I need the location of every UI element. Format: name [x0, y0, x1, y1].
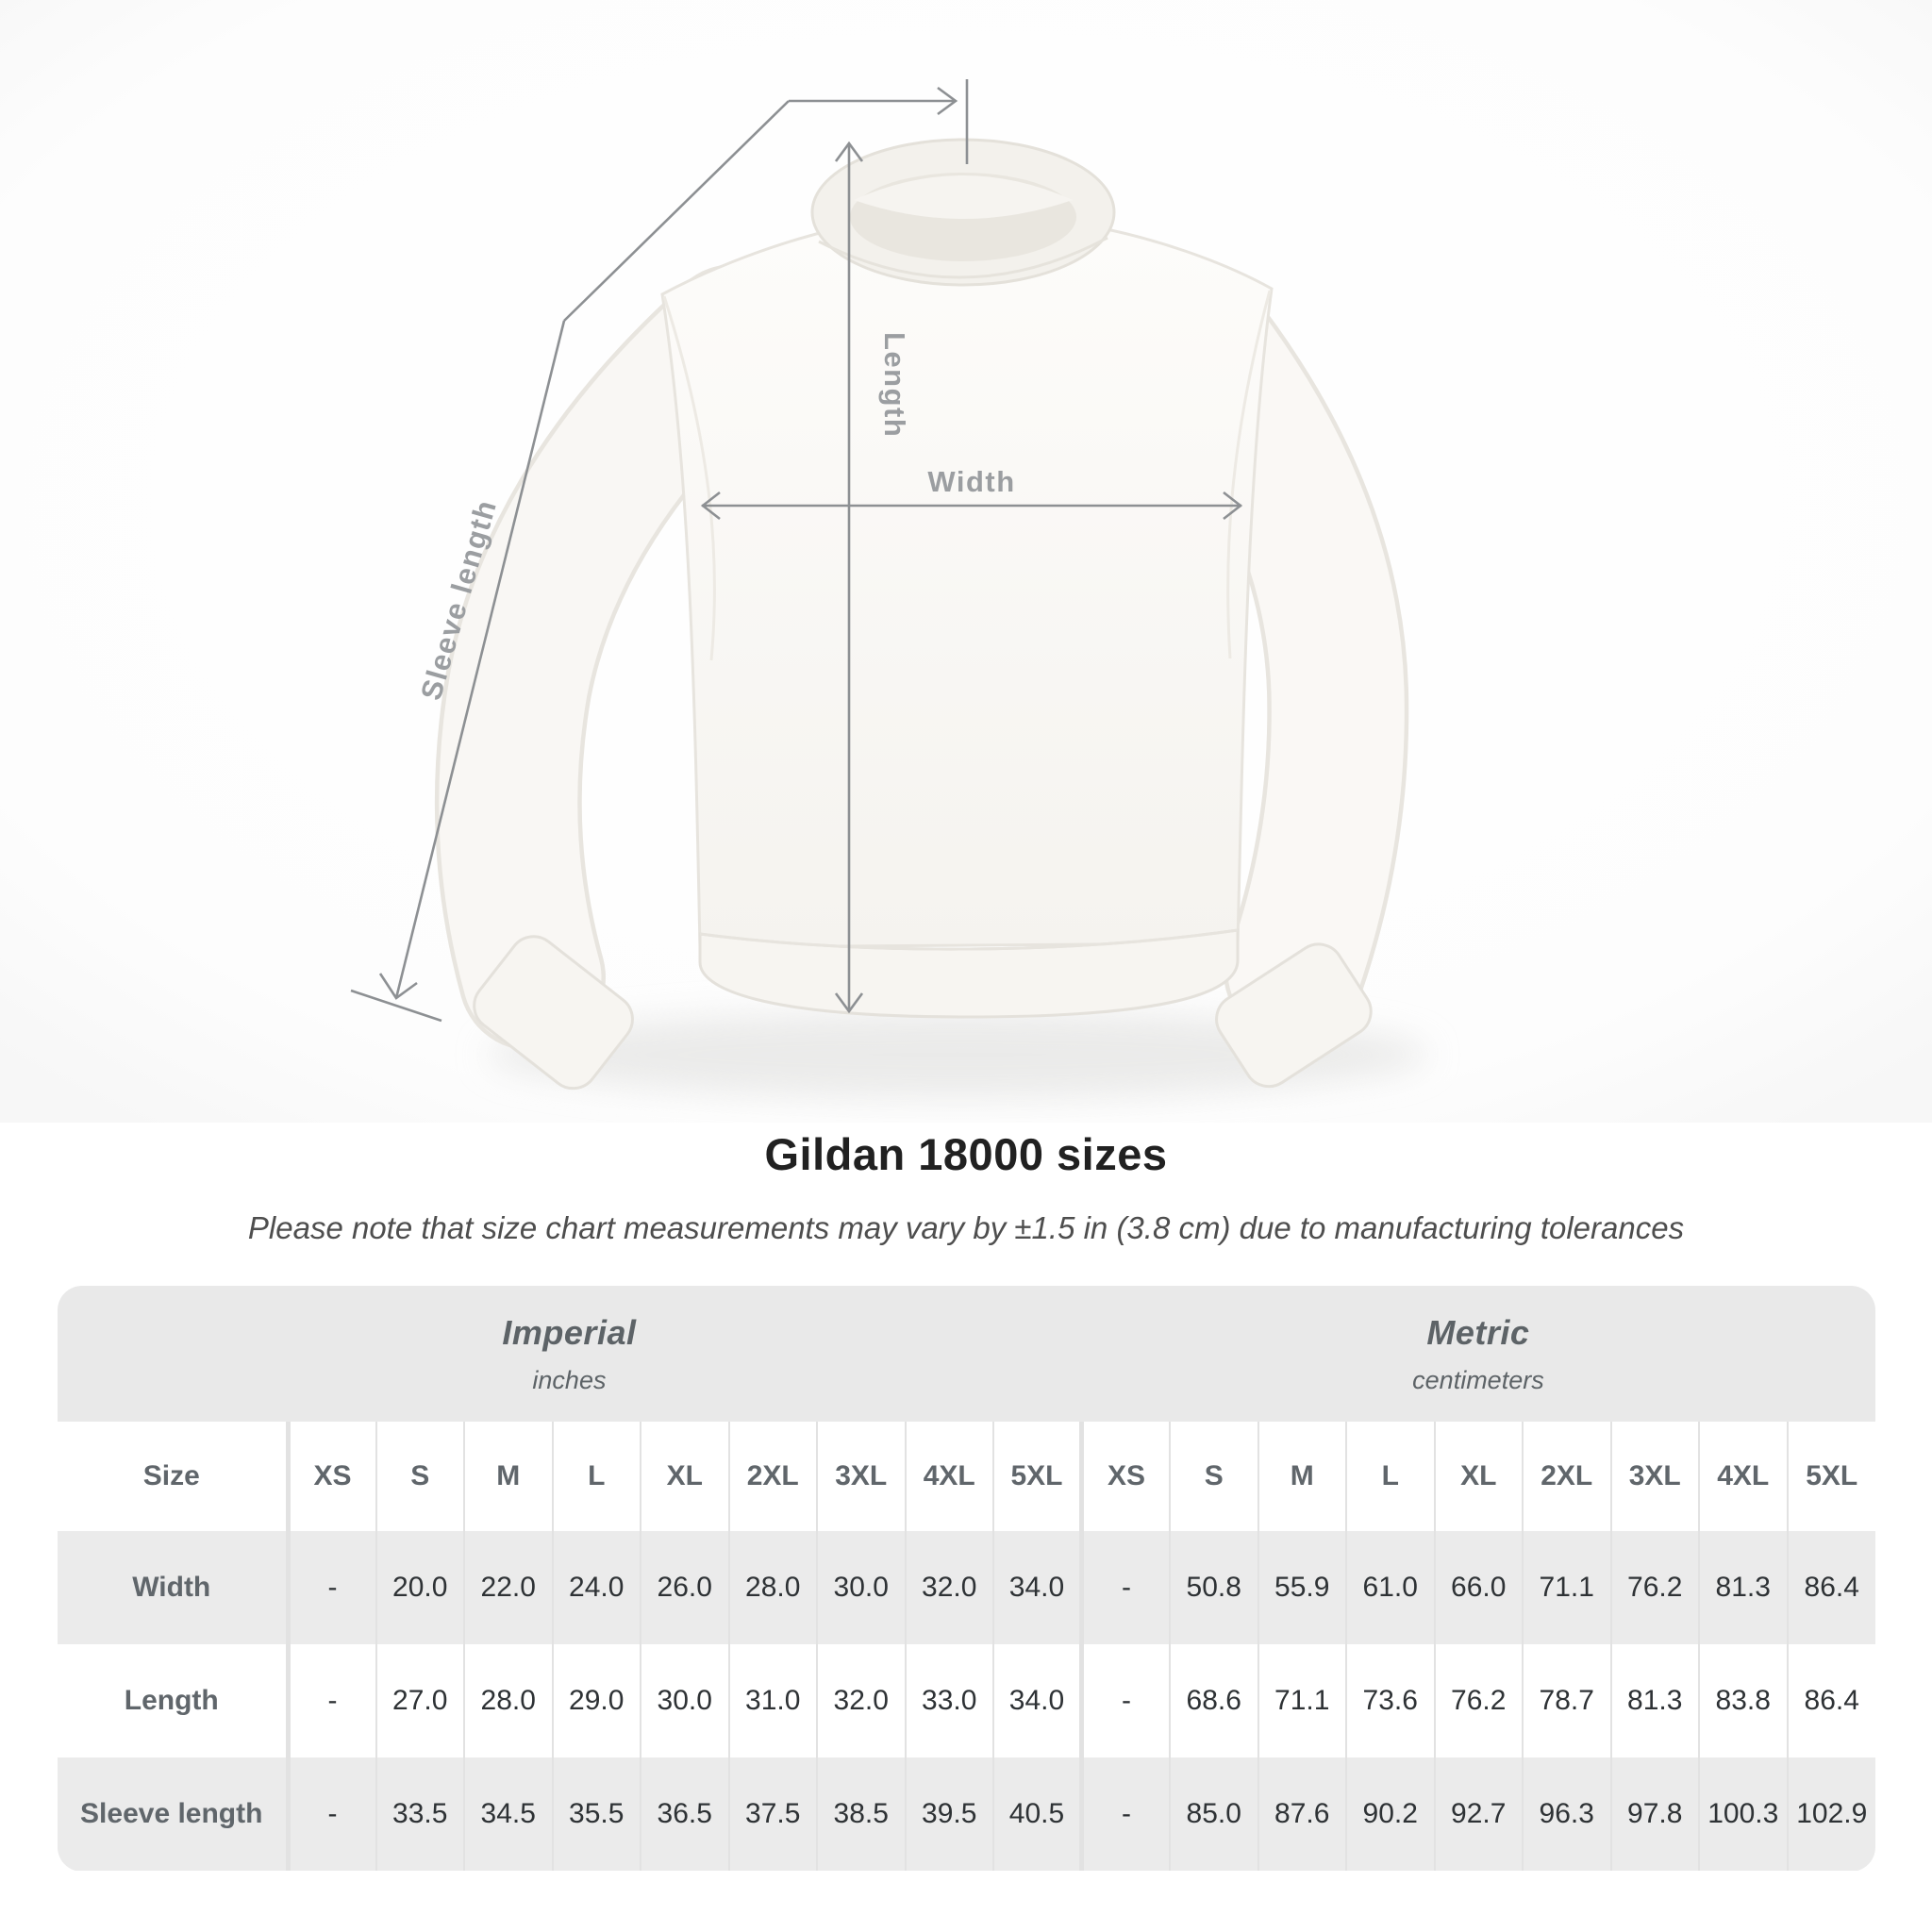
col-header-imperial-2xl: 2XL	[729, 1422, 818, 1531]
cell-metric-2xl: 78.7	[1523, 1644, 1611, 1757]
col-header-metric-xl: XL	[1435, 1422, 1524, 1531]
cell-metric-xl: 92.7	[1435, 1757, 1524, 1871]
cell-imperial-2xl: 28.0	[729, 1531, 818, 1644]
col-header-imperial-s: S	[376, 1422, 465, 1531]
col-header-imperial-m: M	[464, 1422, 553, 1531]
measure-row-width	[58, 1531, 1875, 1644]
cell-metric-m: 55.9	[1258, 1531, 1347, 1644]
cell-metric-2xl: 96.3	[1523, 1757, 1611, 1871]
cell-imperial-4xl: 32.0	[906, 1531, 994, 1644]
cell-metric-l: 90.2	[1346, 1757, 1435, 1871]
cell-imperial-xs: -	[288, 1757, 376, 1871]
col-header-metric-l: L	[1346, 1422, 1435, 1531]
metric-section-header	[1081, 1286, 1875, 1422]
cell-metric-s: 50.8	[1170, 1531, 1258, 1644]
width-label: Width	[927, 465, 1016, 498]
col-header-metric-m: M	[1258, 1422, 1347, 1531]
cell-metric-3xl: 76.2	[1611, 1531, 1700, 1644]
cell-metric-3xl: 97.8	[1611, 1757, 1700, 1871]
cell-imperial-xl: 36.5	[641, 1757, 729, 1871]
col-header-metric-s: S	[1170, 1422, 1258, 1531]
cell-imperial-s: 27.0	[376, 1644, 465, 1757]
cell-metric-l: 61.0	[1346, 1531, 1435, 1644]
cell-imperial-xl: 30.0	[641, 1644, 729, 1757]
size-column-header: Size	[58, 1422, 288, 1531]
row-label: Sleeve length	[58, 1757, 288, 1871]
cell-imperial-5xl: 34.0	[993, 1644, 1082, 1757]
col-header-imperial-3xl: 3XL	[817, 1422, 906, 1531]
cell-imperial-s: 33.5	[376, 1757, 465, 1871]
cell-metric-4xl: 81.3	[1699, 1531, 1788, 1644]
length-label: Length	[878, 332, 911, 439]
cell-imperial-4xl: 39.5	[906, 1757, 994, 1871]
row-label: Length	[124, 1685, 219, 1716]
cell-metric-4xl: 100.3	[1699, 1757, 1788, 1871]
cell-metric-s: 68.6	[1170, 1644, 1258, 1757]
col-header-imperial-5xl: 5XL	[993, 1422, 1082, 1531]
row-label: Width	[58, 1531, 288, 1644]
sleeve-length-label: Sleeve length	[414, 495, 504, 704]
col-header-metric-xs: XS	[1082, 1422, 1171, 1531]
cell-metric-5xl: 86.4	[1788, 1531, 1876, 1644]
cell-metric-l: 73.6	[1346, 1644, 1435, 1757]
cell-imperial-3xl: 30.0	[817, 1531, 906, 1644]
cell-imperial-2xl: 31.0	[729, 1644, 818, 1757]
cell-imperial-m: 22.0	[464, 1531, 553, 1644]
col-header-metric-4xl: 4XL	[1699, 1422, 1788, 1531]
cell-metric-2xl: 71.1	[1523, 1531, 1611, 1644]
body-panel	[662, 226, 1272, 947]
cell-imperial-5xl: 40.5	[993, 1757, 1082, 1871]
col-header-metric-2xl: 2XL	[1523, 1422, 1611, 1531]
cell-metric-5xl: 102.9	[1788, 1757, 1876, 1871]
size-header-row	[58, 1422, 1875, 1531]
col-header-imperial-xs: XS	[288, 1422, 376, 1531]
cell-metric-m: 87.6	[1258, 1757, 1347, 1871]
cell-metric-4xl: 83.8	[1699, 1644, 1788, 1757]
cell-imperial-m: 28.0	[464, 1644, 553, 1757]
measure-row-sleeve-length	[58, 1757, 1875, 1871]
cell-metric-xs: -	[1082, 1531, 1171, 1644]
col-header-metric-5xl: 5XL	[1788, 1422, 1876, 1531]
measure-row-length	[58, 1644, 1875, 1757]
cell-imperial-xl: 26.0	[641, 1531, 729, 1644]
cell-imperial-xs: -	[288, 1531, 376, 1644]
measurements-table	[58, 1422, 1875, 1871]
col-header-imperial-4xl: 4XL	[906, 1422, 994, 1531]
cell-imperial-l: 24.0	[553, 1531, 641, 1644]
cell-imperial-l: 29.0	[553, 1644, 641, 1757]
tolerance-note: Please note that size chart measurements may vary by ±1.5 in (3.8 cm) due to manufacturing tolerances	[247, 1210, 1685, 1245]
cell-metric-xl: 66.0	[1435, 1531, 1524, 1644]
cell-imperial-m: 34.5	[464, 1757, 553, 1871]
cell-imperial-xs: -	[288, 1644, 376, 1757]
imperial-section-header	[58, 1286, 1081, 1422]
cell-imperial-s: 20.0	[376, 1531, 465, 1644]
cell-metric-xl: 76.2	[1435, 1644, 1524, 1757]
cell-metric-m: 71.1	[1258, 1644, 1347, 1757]
page-title: Gildan 18000 sizes	[764, 1129, 1168, 1179]
cell-imperial-3xl: 38.5	[817, 1757, 906, 1871]
metric-label: Metric	[1426, 1312, 1530, 1352]
imperial-label: Imperial	[502, 1312, 637, 1352]
metric-unit-label: centimeters	[1412, 1365, 1544, 1394]
cell-metric-3xl: 81.3	[1611, 1644, 1700, 1757]
cell-imperial-l: 35.5	[553, 1757, 641, 1871]
cell-imperial-2xl: 37.5	[729, 1757, 818, 1871]
size-chart-table	[58, 1286, 1875, 1872]
col-header-imperial-l: L	[553, 1422, 641, 1531]
cell-imperial-3xl: 32.0	[817, 1644, 906, 1757]
cell-imperial-5xl: 34.0	[993, 1531, 1082, 1644]
cell-metric-xs: -	[1082, 1644, 1171, 1757]
cell-imperial-4xl: 33.0	[906, 1644, 994, 1757]
cell-metric-s: 85.0	[1170, 1757, 1258, 1871]
imperial-unit-label: inches	[532, 1365, 607, 1394]
units-band	[58, 1286, 1875, 1422]
cell-metric-5xl: 86.4	[1788, 1644, 1876, 1757]
col-header-metric-3xl: 3XL	[1611, 1422, 1700, 1531]
col-header-imperial-xl: XL	[641, 1422, 729, 1531]
cell-metric-xs: -	[1082, 1757, 1171, 1871]
